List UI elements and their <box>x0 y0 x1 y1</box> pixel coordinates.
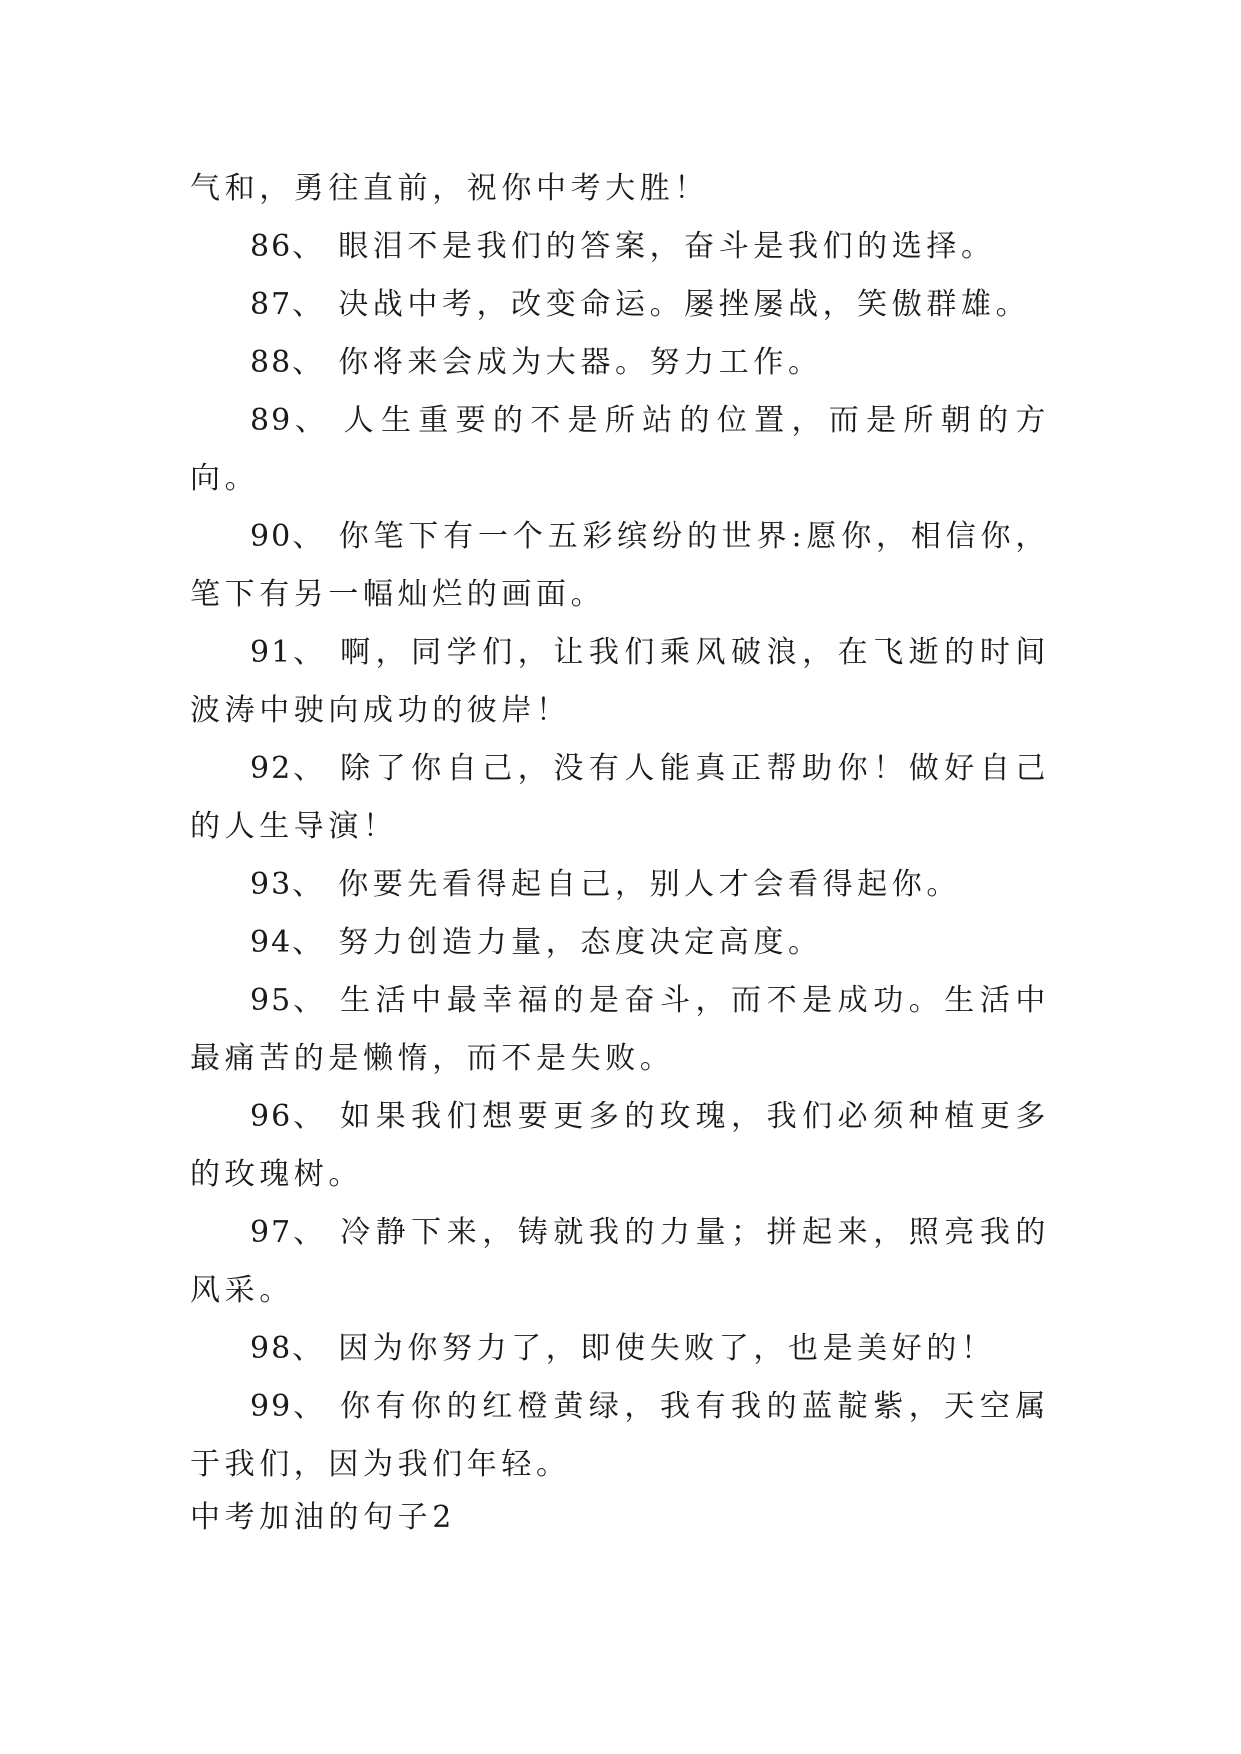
item-text: 生活中最幸福的是奋斗，而不是成功。生活中最痛苦的是懒惰，而不是失败。 <box>190 983 1050 1076</box>
list-item <box>190 914 1050 972</box>
item-text: 你笔下有一个五彩缤纷的世界:愿你，相信你，笔下有另一幅灿烂的画面。 <box>190 519 1050 612</box>
section-heading: 中考加油的句子2 <box>190 1500 456 1535</box>
item-number: 96、 <box>250 1099 327 1134</box>
list-item <box>190 218 1050 276</box>
list-item <box>190 392 1050 508</box>
item-number: 90、 <box>250 519 325 554</box>
list-item <box>190 1378 1050 1494</box>
continuation-paragraph: 气和，勇往直前，祝你中考大胜！ <box>190 171 709 206</box>
item-number: 88、 <box>250 345 325 380</box>
item-text: 冷静下来，铸就我的力量；拼起来，照亮我的风采。 <box>190 1215 1050 1308</box>
item-number: 99、 <box>250 1389 327 1424</box>
item-text: 努力创造力量，态度决定高度。 <box>338 925 823 960</box>
item-number: 91、 <box>250 635 327 670</box>
item-text: 除了你自己，没有人能真正帮助你！做好自己的人生导演！ <box>190 751 1050 844</box>
item-number: 86、 <box>250 229 325 264</box>
list-item <box>190 1088 1050 1204</box>
list-item <box>190 334 1050 392</box>
list-item <box>190 856 1050 914</box>
list-item <box>190 276 1050 334</box>
list-item <box>190 1204 1050 1320</box>
item-text: 人生重要的不是所站的位置，而是所朝的方向。 <box>190 403 1050 496</box>
item-number: 89、 <box>250 403 330 438</box>
item-text: 决战中考，改变命运。屡挫屡战，笑傲群雄。 <box>338 287 1031 322</box>
item-number: 95、 <box>250 983 327 1018</box>
item-text: 因为你努力了，即使失败了，也是美好的！ <box>338 1331 996 1366</box>
item-number: 97、 <box>250 1215 327 1250</box>
item-number: 93、 <box>250 867 325 902</box>
item-number: 92、 <box>250 751 327 786</box>
list-item <box>190 624 1050 740</box>
item-text: 眼泪不是我们的答案，奋斗是我们的选择。 <box>338 229 996 264</box>
item-text: 你要先看得起自己，别人才会看得起你。 <box>338 867 961 902</box>
item-number: 98、 <box>250 1331 325 1366</box>
item-number: 87、 <box>250 287 325 322</box>
list-item <box>190 972 1050 1088</box>
list-item <box>190 1320 1050 1378</box>
list-item <box>190 508 1050 624</box>
item-text: 啊，同学们，让我们乘风破浪，在飞逝的时间波涛中驶向成功的彼岸！ <box>190 635 1050 728</box>
list-item <box>190 740 1050 856</box>
item-number: 94、 <box>250 925 325 960</box>
item-text: 你将来会成为大器。努力工作。 <box>338 345 823 380</box>
item-text: 你有你的红橙黄绿，我有我的蓝靛紫，天空属于我们，因为我们年轻。 <box>190 1389 1050 1482</box>
document-body <box>190 160 1050 1494</box>
item-text: 如果我们想要更多的玫瑰，我们必须种植更多的玫瑰树。 <box>190 1099 1050 1192</box>
